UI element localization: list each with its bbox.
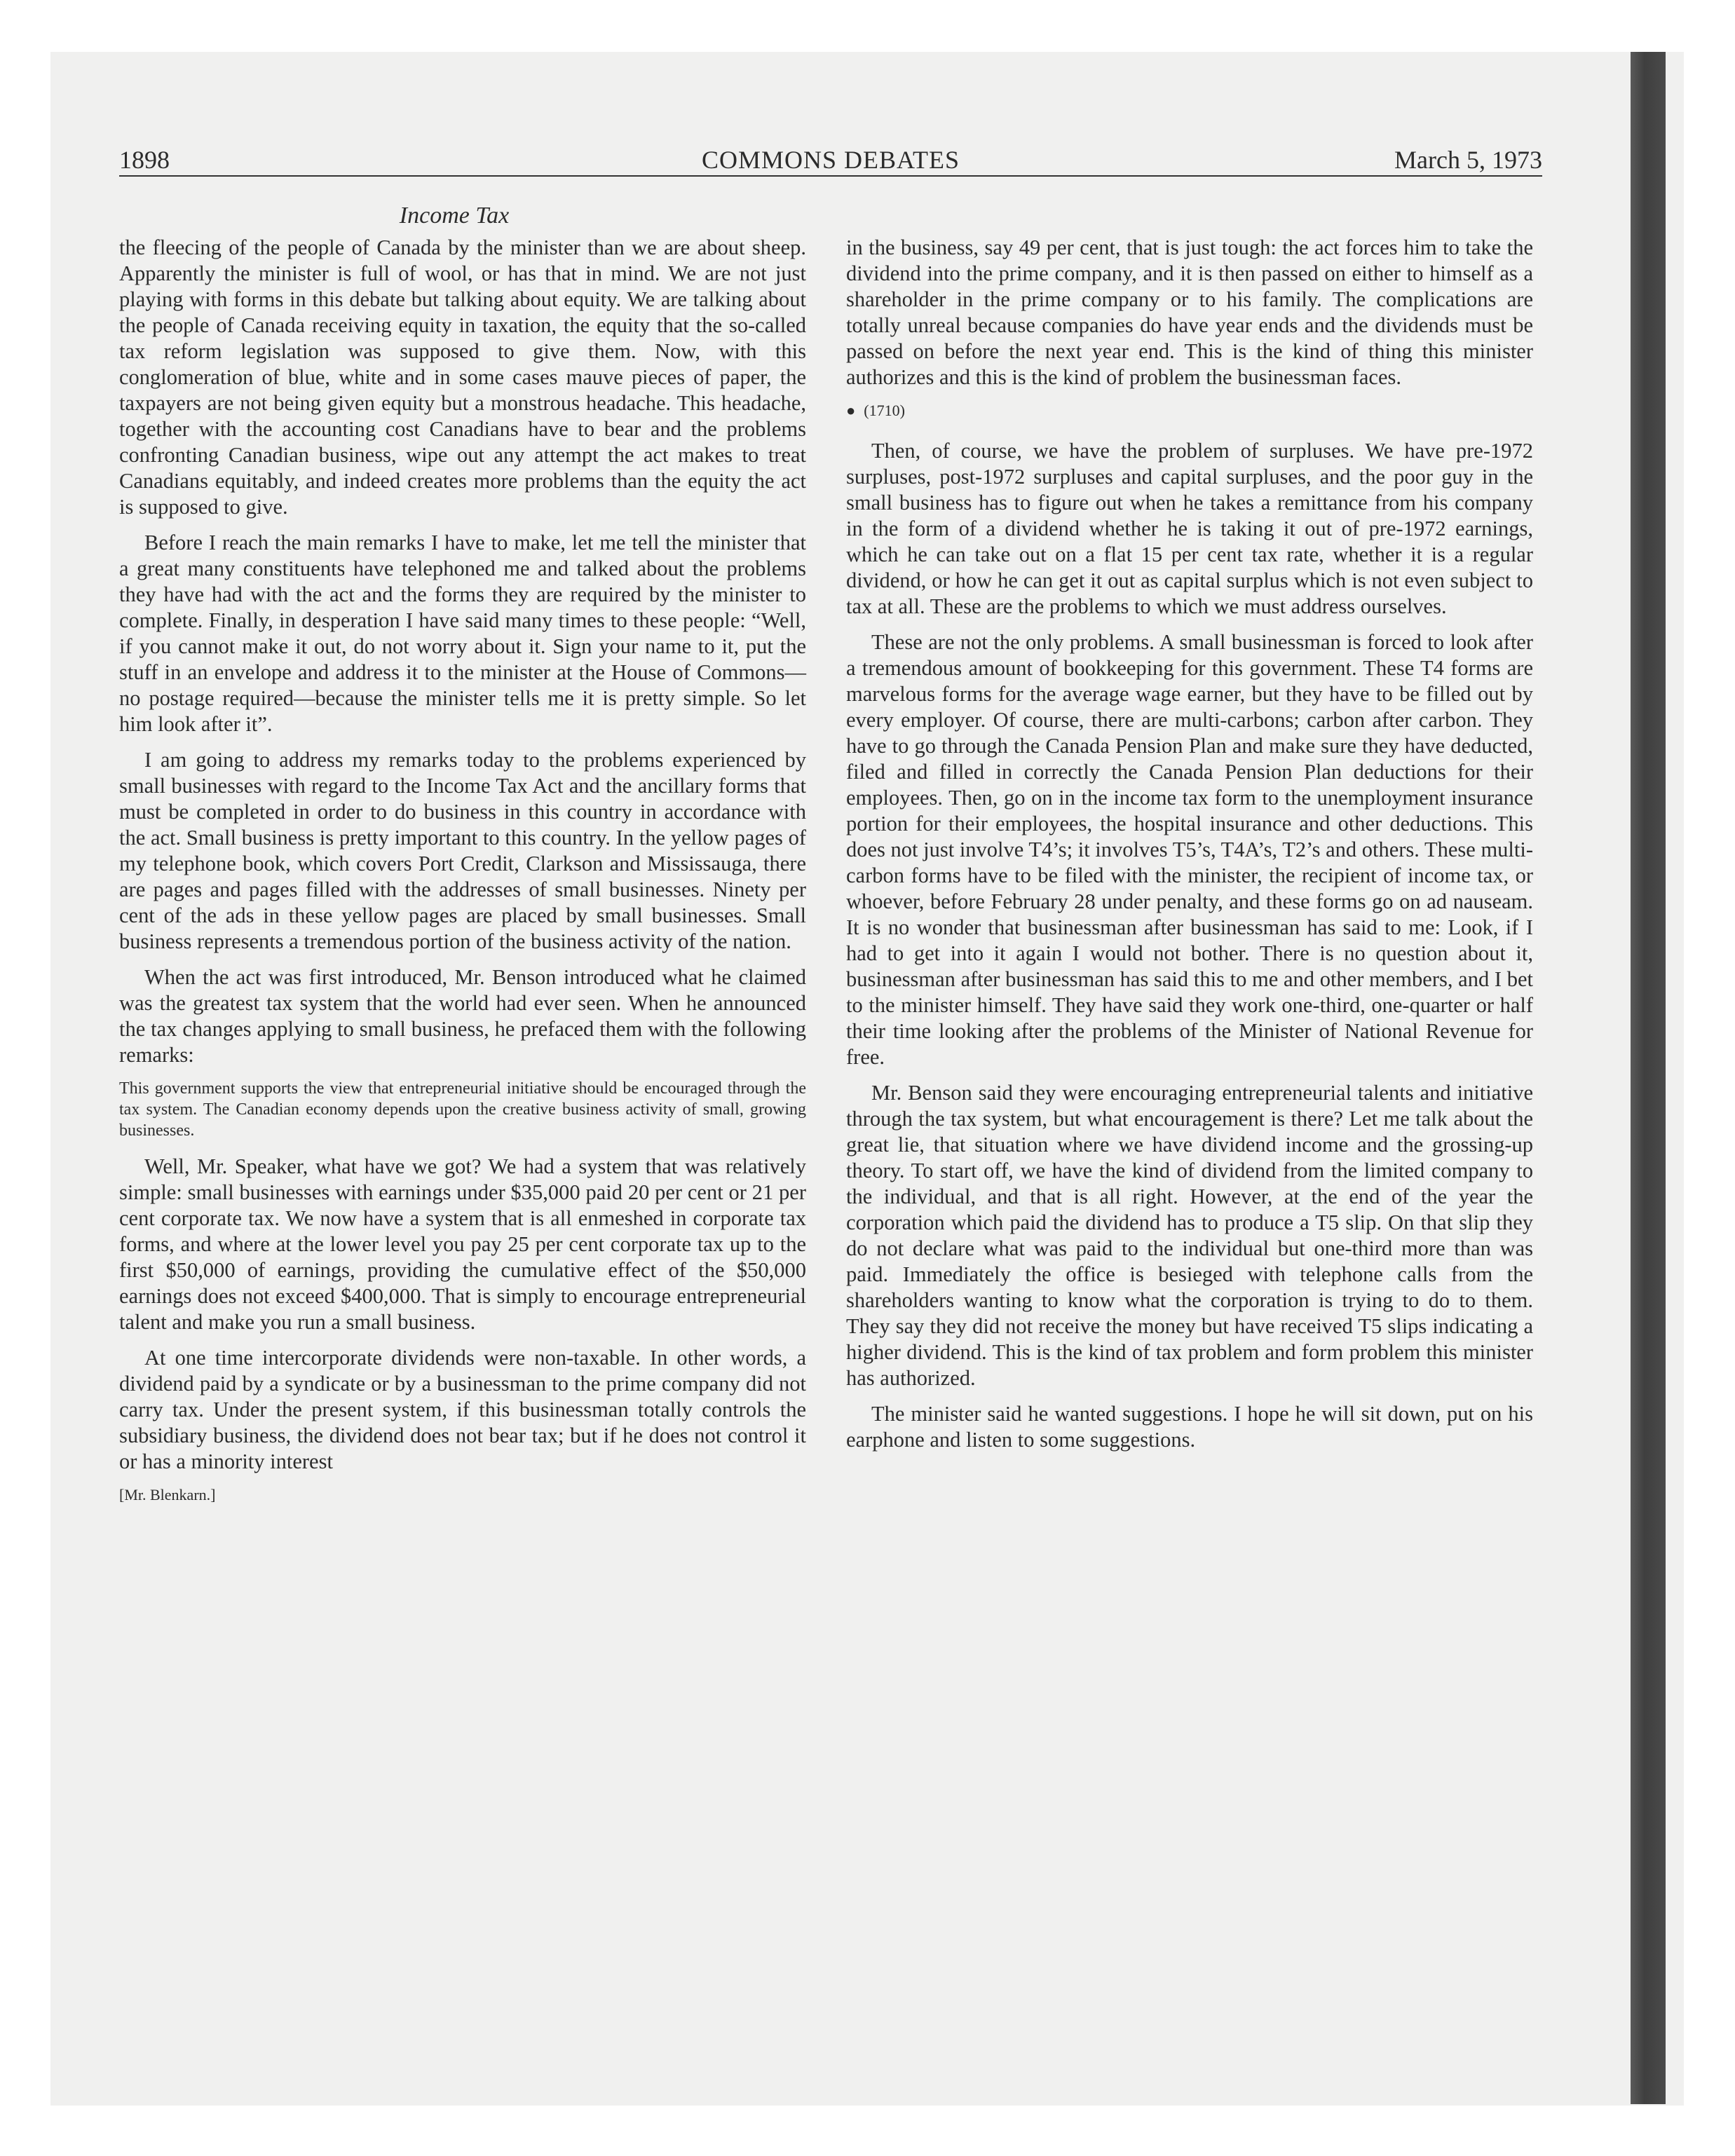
paragraph: At one time intercorporate dividends were non-taxable. In other words, a dividend paid by a syndicate or by a businessman to the prime company did not carry tax. Under the present system, if this businessman totally controls the subsidiary business, the dividend does not bear tax; but if he does not control it or has a minority interest: [119, 1346, 806, 1473]
block-quote: This government supports the view that entrepreneurial initiative should be encouraged through the tax system. The Canadian economy depends upon the creative business activity of small, growing businesses.: [119, 1079, 806, 1140]
publication-date: March 5, 1973: [1394, 146, 1542, 174]
paragraph: in the business, say 49 per cent, that is just tough: the act forces him to take the dividend into the prime company, and it is then passed on either to himself as a shareholder in the prime company or to his family. The complications are totally unreal because companies do have year ends and the dividends must be passed on before the next year end. This is the kind of thing this minister authorizes and this is the kind of problem the businessman faces.: [846, 236, 1533, 389]
paragraph: Then, of course, we have the problem of surpluses. We have pre-1972 surpluses, post-1972 surpluses and capital surpluses, and the poor guy in the small business has to figure out when he takes a remittance from his company in the form of a dividend whether he is taking it out of pre-1972 earnings, which he can take out on a flat 15 per cent tax rate, whether it is a regular dividend, or how he can get it out as capital surplus which is not even subject to tax at all. These are the problems to which we must address ourselves.: [846, 439, 1533, 618]
binding-edge: [1631, 52, 1666, 2104]
paragraph: The minister said he wanted suggestions. I hope he will sit down, put on his earphone and listen to some suggestions.: [846, 1402, 1533, 1452]
time-marker: [846, 400, 1533, 421]
speaker-footnote: [Mr. Blenkarn.]: [119, 1486, 216, 1503]
paragraph: Mr. Benson said they were encouraging entrepreneurial talents and initiative through the tax system, but what encouragement is there? Let me talk about the great lie, that situation where we have dividend income and the grossing-up theory. To start off, we have the kind of dividend from the limited company to the individual, and that is all right. However, at the end of the year the corporation which paid the dividend has to produce a T5 slip. On that slip they do not declare what was paid to the individual but one-third more than was paid. Immediately the office is besieged with telephone calls from the shareholders wanting to know what the corporation is trying to do to them. They say they did not receive the money but have received T5 slips indicating a higher dividend. This is the kind of tax problem and form problem this minister has authorized.: [846, 1081, 1533, 1390]
paragraph: These are not the only problems. A small businessman is forced to look after a tremendous amount of bookkeeping for this government. These T4 forms are marvelous forms for the average wage earner, but they have to be filled out by every employer. Of course, there are multi-carbons; carbon after carbon. They have to go through the Canada Pension Plan and make sure they have deducted, filed and filled in correctly the Canada Pension Plan deductions for their employees. Then, go on in the income tax form to the unemployment insurance portion for their employees, the hospital insurance and other deductions. This does not just involve T4’s; it involves T5’s, T4A’s, T2’s and others. These multi-carbon forms have to be filed with the minister, the recipient of income tax, or whoever, before February 28 under penalty, and these forms go on ad nauseam. It is no wonder that businessman after businessman has said to me: Look, if I had to get into it again I would not bother. There is no question about it, businessman after businessman has said this to me and other members, and I bet to the minister himself. They have said they work one-third, one-quarter or half their time looking after the problems of the Minister of National Revenue for free.: [846, 630, 1533, 1069]
subject-heading: Income Tax: [399, 203, 510, 228]
left-column: [119, 235, 806, 1506]
paragraph: the fleecing of the people of Canada by the minister than we are about sheep. Apparently the minister is full of wool, or has that in mind. We are not just playing with forms in this debate but talking about equity. We are talking about the people of Canada receiving equity in taxation, the equity that the so-called tax reform legislation was supposed to give them. Now, with this conglomeration of blue, white and in some cases mauve pieces of paper, the taxpayers are not being given equity but a monstrous headache. This headache, together with the accounting cost Canadians have to bear and the problems confronting Canadian business, wipe out any attempt the act makes to treat Canadians equitably, and indeed creates more problems than the equity the act is supposed to give.: [119, 236, 806, 519]
paragraph: Well, Mr. Speaker, what have we got? We had a system that was relatively simple: small businesses with earnings under $35,000 paid 20 per cent or 21 per cent corporate tax. We now have a system that is all enmeshed in corporate tax forms, and where at the lower level you pay 25 per cent corporate tax up to the first $50,000 of earnings, providing the cumulative effect of the $50,000 earnings does not exceed $400,000. That is simply to encourage entrepreneurial talent and make you run a small business.: [119, 1154, 806, 1334]
paragraph: Before I reach the main remarks I have to make, let me tell the minister that a great many constituents have telephoned me and talked about the problems they have had with the act and the forms they are required by the minister to complete. Finally, in desperation I have said many times to these people: “Well, if you cannot make it out, do not worry about it. Sign your name to it, put the stuff in an envelope and address it to the minister at the House of Commons—no postage required—because the minister tells me it is pretty simple. So let him look after it”.: [119, 531, 806, 736]
time-marker-label: (1710): [864, 402, 905, 419]
running-header: [119, 144, 1542, 177]
right-column: [846, 235, 1533, 1463]
paragraph: When the act was first introduced, Mr. Benson introduced what he claimed was the greatest tax system that the world had ever seen. When he announced the tax changes applying to small business, he prefaced them with the following remarks:: [119, 965, 806, 1067]
page-number: 1898: [119, 146, 170, 174]
paragraph: I am going to address my remarks today to the problems experienced by small businesses with regard to the Income Tax Act and the ancillary forms that must be completed in order to do business in this country in accordance with the act. Small business is pretty important to this country. In the yellow pages of my telephone book, which covers Port Credit, Clarkson and Mississauga, there are pages and pages filled with the addresses of small businesses. Ninety per cent of the ads in these yellow pages are placed by small businesses. Small business represents a tremendous portion of the business activity of the nation.: [119, 748, 806, 953]
publication-title: COMMONS DEBATES: [701, 146, 960, 174]
bullet-icon: ●: [846, 402, 856, 419]
